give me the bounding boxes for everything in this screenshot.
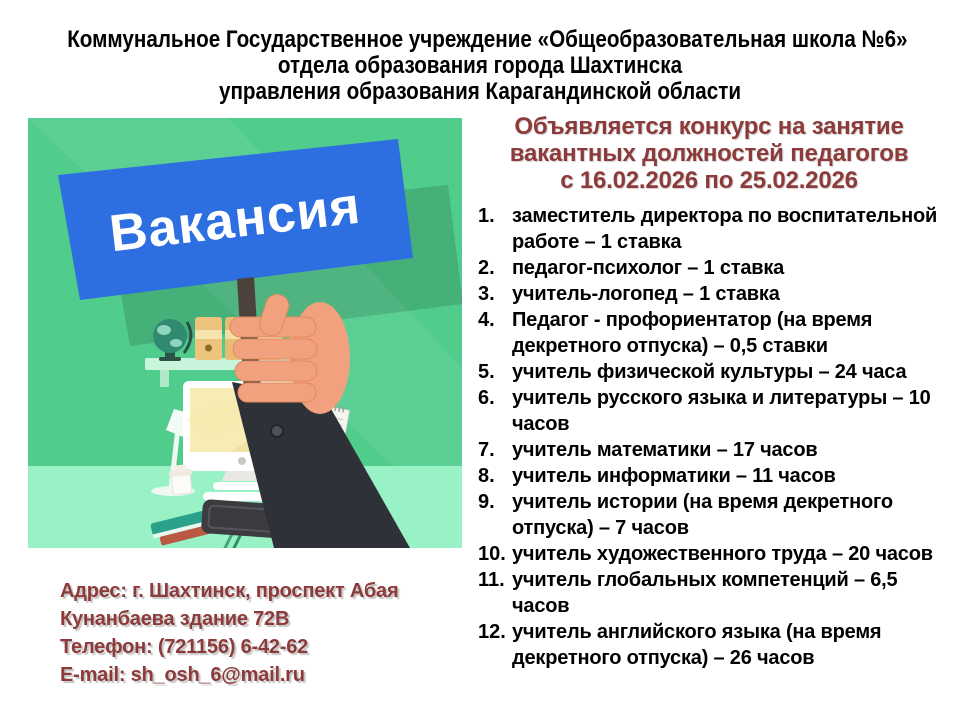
announcement-title [470,113,948,194]
item-number: 5. [478,361,495,383]
announcement-line-1: Объявляется конкурс на занятие [514,113,904,140]
list-item [470,541,948,567]
vacancy-illustration-svg [28,118,462,548]
item-text: Педагог - профориентатор (на время декретного отпуска) – 0,5 ставки [512,309,873,357]
item-text: учитель русского языка и литературы – 10 часов [512,387,931,435]
item-number: 12. [478,621,506,643]
item-number: 2. [478,257,495,279]
announcement-line-3: с 16.02.2026 по 25.02.2026 [560,167,858,194]
list-item [470,203,948,255]
item-text: учитель-логопед – 1 ставка [512,283,780,305]
item-text: учитель физической культуры – 24 часа [512,361,907,383]
item-text: учитель информатики – 11 часов [512,465,836,487]
vacancy-illustration [28,118,462,548]
list-item [470,359,948,385]
list-item [470,281,948,307]
contact-info [60,577,460,689]
announcement-line-2: вакантных должностей педагогов [509,140,909,167]
list-item [470,255,948,281]
item-number: 3. [478,283,495,305]
item-number: 6. [478,387,495,409]
item-number: 1. [478,205,495,227]
header-line-3: управления образования Карагандинской области [218,78,742,105]
list-item [470,307,948,359]
item-number: 10. [478,543,506,565]
vacancy-sign-text: Вакансия [106,176,364,264]
item-text: учитель математики – 17 часов [512,439,818,461]
header-line-1: Коммунальное Государственное учреждение «Общеобразовательная школа №6» [67,26,908,53]
list-item [470,619,948,671]
item-number: 8. [478,465,495,487]
item-number: 11. [478,569,505,591]
list-item [470,437,948,463]
vacancy-list [470,203,948,671]
item-text: учитель английского языка (на время декретного отпуска) – 26 часов [512,621,882,669]
item-text: заместитель директора по воспитательной работе – 1 ставка [512,205,938,253]
item-number: 9. [478,491,495,513]
school-header [0,27,960,105]
header-line-2: отдела образования города Шахтинска [277,52,683,79]
item-text: учитель истории (на время декретного отпуска) – 7 часов [512,491,893,539]
contact-address: Адрес: г. Шахтинск, проспект Абая Кунанбаева здание 72В [60,580,399,630]
list-item [470,463,948,489]
contact-phone: Телефон: (721156) 6-42-62 [60,636,309,658]
item-number: 4. [478,309,495,331]
item-text: педагог-психолог – 1 ставка [512,257,785,279]
item-text: учитель глобальных компетенций – 6,5 часов [512,569,898,617]
shelf-bracket-left [160,370,169,387]
item-text: учитель художественного труда – 20 часов [512,543,933,565]
list-item [470,489,948,541]
list-item [470,567,948,619]
item-number: 7. [478,439,495,461]
contact-email: E-mail: sh_osh_6@mail.ru [60,664,305,686]
list-item [470,385,948,437]
